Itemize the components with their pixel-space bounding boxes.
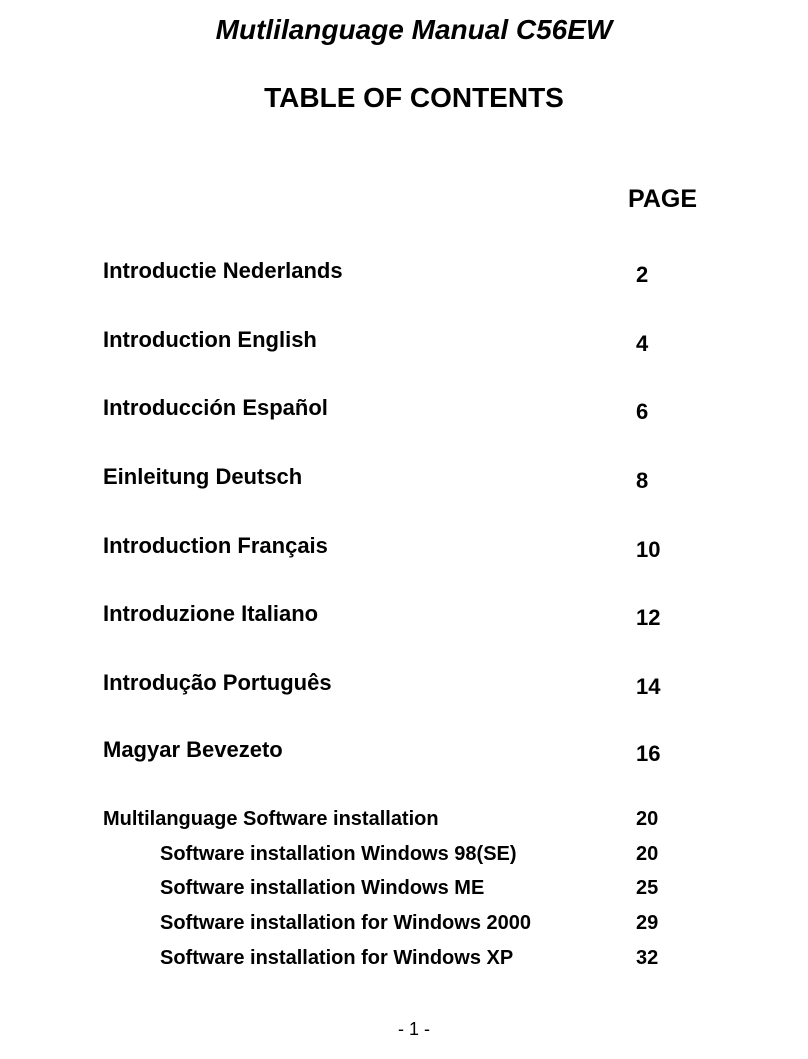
toc-entry-title: Introduction Français: [103, 533, 328, 558]
software-section-page: 20: [636, 808, 659, 830]
toc-entry-page: 6: [636, 399, 649, 424]
software-subentry-title: Software installation Windows ME: [160, 877, 485, 899]
toc-entry-page: 16: [636, 741, 661, 766]
software-subentry-page: 20: [636, 843, 659, 865]
footer-page-number: - 1 -: [397, 1019, 430, 1039]
toc-entry-title: Introducción Español: [103, 395, 328, 420]
toc-entry-page: 2: [636, 262, 649, 287]
toc-entry-title: Einleitung Deutsch: [103, 464, 303, 489]
toc-entry-title: Introduzione Italiano: [103, 601, 319, 626]
software-subentry-page: 25: [636, 877, 659, 899]
toc-entry-title: Introdução Português: [103, 670, 332, 695]
software-subentry-title: Software installation for Windows XP: [160, 947, 514, 969]
toc-entry-title: Introductie Nederlands: [103, 258, 343, 283]
toc-heading: TABLE OF CONTENTS: [264, 82, 564, 113]
software-subentry-title: Software installation for Windows 2000: [160, 912, 531, 934]
software-subentry-title: Software installation Windows 98(SE): [160, 843, 517, 865]
document-title: Mutlilanguage Manual C56EW: [215, 14, 613, 45]
toc-entry-page: 14: [636, 674, 661, 699]
toc-entry-page: 10: [636, 537, 661, 562]
software-subentry-page: 29: [636, 912, 659, 934]
toc-entry-page: 4: [636, 331, 649, 356]
toc-entry-page: 8: [636, 468, 649, 493]
page-column-label: PAGE: [628, 185, 697, 213]
toc-entry-title: Magyar Bevezeto: [103, 737, 283, 762]
toc-entry-page: 12: [636, 605, 661, 630]
software-section-title: Multilanguage Software installation: [103, 808, 439, 830]
toc-entry-title: Introduction English: [103, 327, 317, 352]
software-subentry-page: 32: [636, 947, 659, 969]
